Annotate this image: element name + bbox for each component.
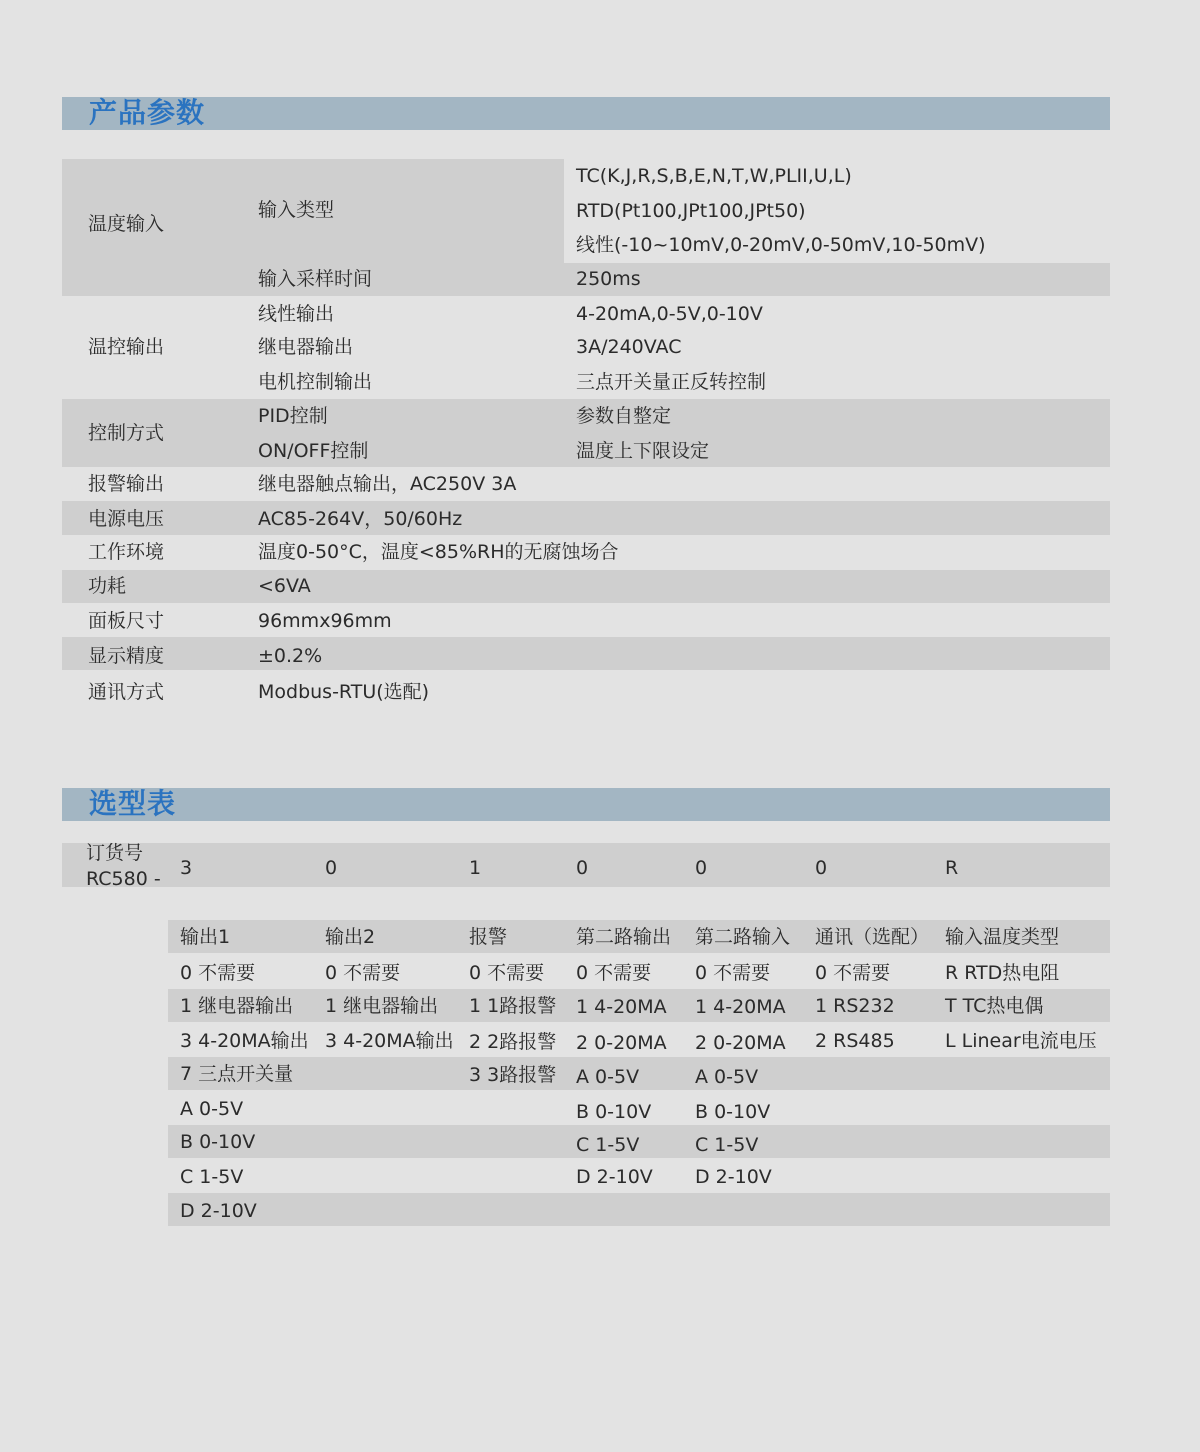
table-cell: 1 RS232	[815, 995, 895, 1017]
alarm-value: 继电器触点输出，AC250V 3A	[258, 473, 517, 495]
output-row-value: 4-20mA,0-5V,0-10V	[576, 303, 763, 325]
table-cell: B 0-10V	[695, 1101, 771, 1123]
input-type-value: TC(K,J,R,S,B,E,N,T,W,PLII,U,L)	[576, 165, 852, 187]
temp-input-label: 温度输入	[88, 213, 165, 235]
output-row-value: 三点开关量正反转控制	[576, 371, 767, 393]
output-row-name: 线性输出	[258, 303, 335, 325]
communication-label: 通讯方式	[88, 681, 165, 703]
table-cell: A 0-5V	[180, 1098, 244, 1120]
selection-section-title: 选型表	[89, 787, 177, 820]
params-section-title: 产品参数	[89, 96, 206, 129]
panel-size-value: 96mmx96mm	[258, 610, 392, 632]
table-cell: B 0-10V	[576, 1101, 652, 1123]
consumption-value: <6VA	[258, 575, 311, 597]
environment-value: 温度0-50°C，温度<85%RH的无腐蚀场合	[258, 541, 619, 563]
sampling-label: 输入采样时间	[258, 268, 373, 290]
input-type-value: RTD(Pt100,JPt100,JPt50)	[576, 200, 806, 222]
consumption-row-bg	[62, 570, 1110, 603]
control-row-name: PID控制	[258, 405, 328, 427]
control-label: 控制方式	[88, 422, 165, 444]
control-row-value: 温度上下限设定	[576, 440, 710, 462]
order-model-label: RC580 -	[86, 868, 161, 890]
input-type-value: 线性(-10~10mV,0-20mV,0-50mV,10-50mV)	[576, 234, 986, 256]
sampling-value: 250ms	[576, 268, 641, 290]
accuracy-row-bg	[62, 637, 1110, 670]
order-code-digit: 0	[325, 857, 338, 879]
temp-output-label: 温控输出	[88, 336, 165, 358]
table-cell: T TC热电偶	[945, 995, 1044, 1017]
output-row-value: 3A/240VAC	[576, 336, 682, 358]
order-code-digit: R	[945, 857, 959, 879]
table-cell: 2 2路报警	[469, 1031, 557, 1053]
sampling-value-bg	[564, 263, 1110, 296]
table-cell: 0 不需要	[695, 962, 771, 984]
order-code-digit: 1	[469, 857, 482, 879]
power-row-bg	[62, 501, 1110, 535]
table-cell: A 0-5V	[576, 1066, 640, 1088]
stripe-row-bg	[168, 1193, 1110, 1226]
table-cell: 0 不需要	[325, 962, 401, 984]
table-cell: 1 1路报警	[469, 995, 557, 1017]
consumption-label: 功耗	[88, 575, 127, 597]
table-cell: C 1-5V	[180, 1166, 244, 1188]
table-cell: 1 继电器输出	[325, 995, 439, 1017]
table-cell: 1 继电器输出	[180, 995, 294, 1017]
input-type-label: 输入类型	[258, 199, 335, 221]
column-header-communication: 通讯（选配）	[815, 926, 930, 948]
table-cell: 3 3路报警	[469, 1064, 557, 1086]
table-cell: 1 4-20MA	[576, 996, 667, 1018]
control-row-name: ON/OFF控制	[258, 440, 369, 462]
order-number-label: 订货号	[86, 842, 144, 864]
column-header-second-output: 第二路输出	[576, 926, 672, 948]
table-cell: 7 三点开关量	[180, 1063, 294, 1085]
column-header-output1: 输出1	[180, 926, 231, 948]
table-cell: C 1-5V	[576, 1134, 640, 1156]
panel-size-label: 面板尺寸	[88, 610, 165, 632]
table-cell: 3 4-20MA输出	[180, 1030, 309, 1052]
table-cell: L Linear电流电压	[945, 1030, 1097, 1052]
table-cell: 2 0-20MA	[576, 1032, 667, 1054]
table-cell: B 0-10V	[180, 1131, 256, 1153]
output-row-name: 继电器输出	[258, 336, 354, 358]
accuracy-label: 显示精度	[88, 645, 165, 667]
environment-label: 工作环境	[88, 541, 165, 563]
params-section-header	[62, 97, 1110, 130]
table-cell: 0 不需要	[815, 962, 891, 984]
order-code-digit: 0	[695, 857, 708, 879]
order-code-digit: 3	[180, 857, 193, 879]
control-row-value: 参数自整定	[576, 405, 672, 427]
table-cell: D 2-10V	[180, 1200, 257, 1222]
accuracy-value: ±0.2%	[258, 645, 323, 667]
table-cell: R RTD热电阻	[945, 962, 1060, 984]
column-header-second-input: 第二路输入	[695, 926, 791, 948]
alarm-label: 报警输出	[88, 473, 165, 495]
table-cell: D 2-10V	[576, 1166, 653, 1188]
communication-value: Modbus-RTU(选配)	[258, 681, 430, 703]
table-cell: 2 RS485	[815, 1030, 895, 1052]
table-cell: 0 不需要	[576, 962, 652, 984]
order-code-digit: 0	[576, 857, 589, 879]
table-cell: 0 不需要	[469, 962, 545, 984]
column-header-output2: 输出2	[325, 926, 376, 948]
output-row-name: 电机控制输出	[258, 371, 373, 393]
table-cell: A 0-5V	[695, 1066, 759, 1088]
table-cell: 2 0-20MA	[695, 1032, 786, 1054]
column-header-input-type: 输入温度类型	[945, 926, 1060, 948]
selection-section-header	[62, 788, 1110, 821]
power-label: 电源电压	[88, 508, 165, 530]
table-cell: C 1-5V	[695, 1134, 759, 1156]
table-cell: 3 4-20MA输出	[325, 1030, 454, 1052]
order-code-digit: 0	[815, 857, 828, 879]
table-cell: D 2-10V	[695, 1166, 772, 1188]
table-cell: 0 不需要	[180, 962, 256, 984]
table-cell: 1 4-20MA	[695, 996, 786, 1018]
column-header-alarm: 报警	[469, 926, 508, 948]
power-value: AC85-264V，50/60Hz	[258, 508, 463, 530]
